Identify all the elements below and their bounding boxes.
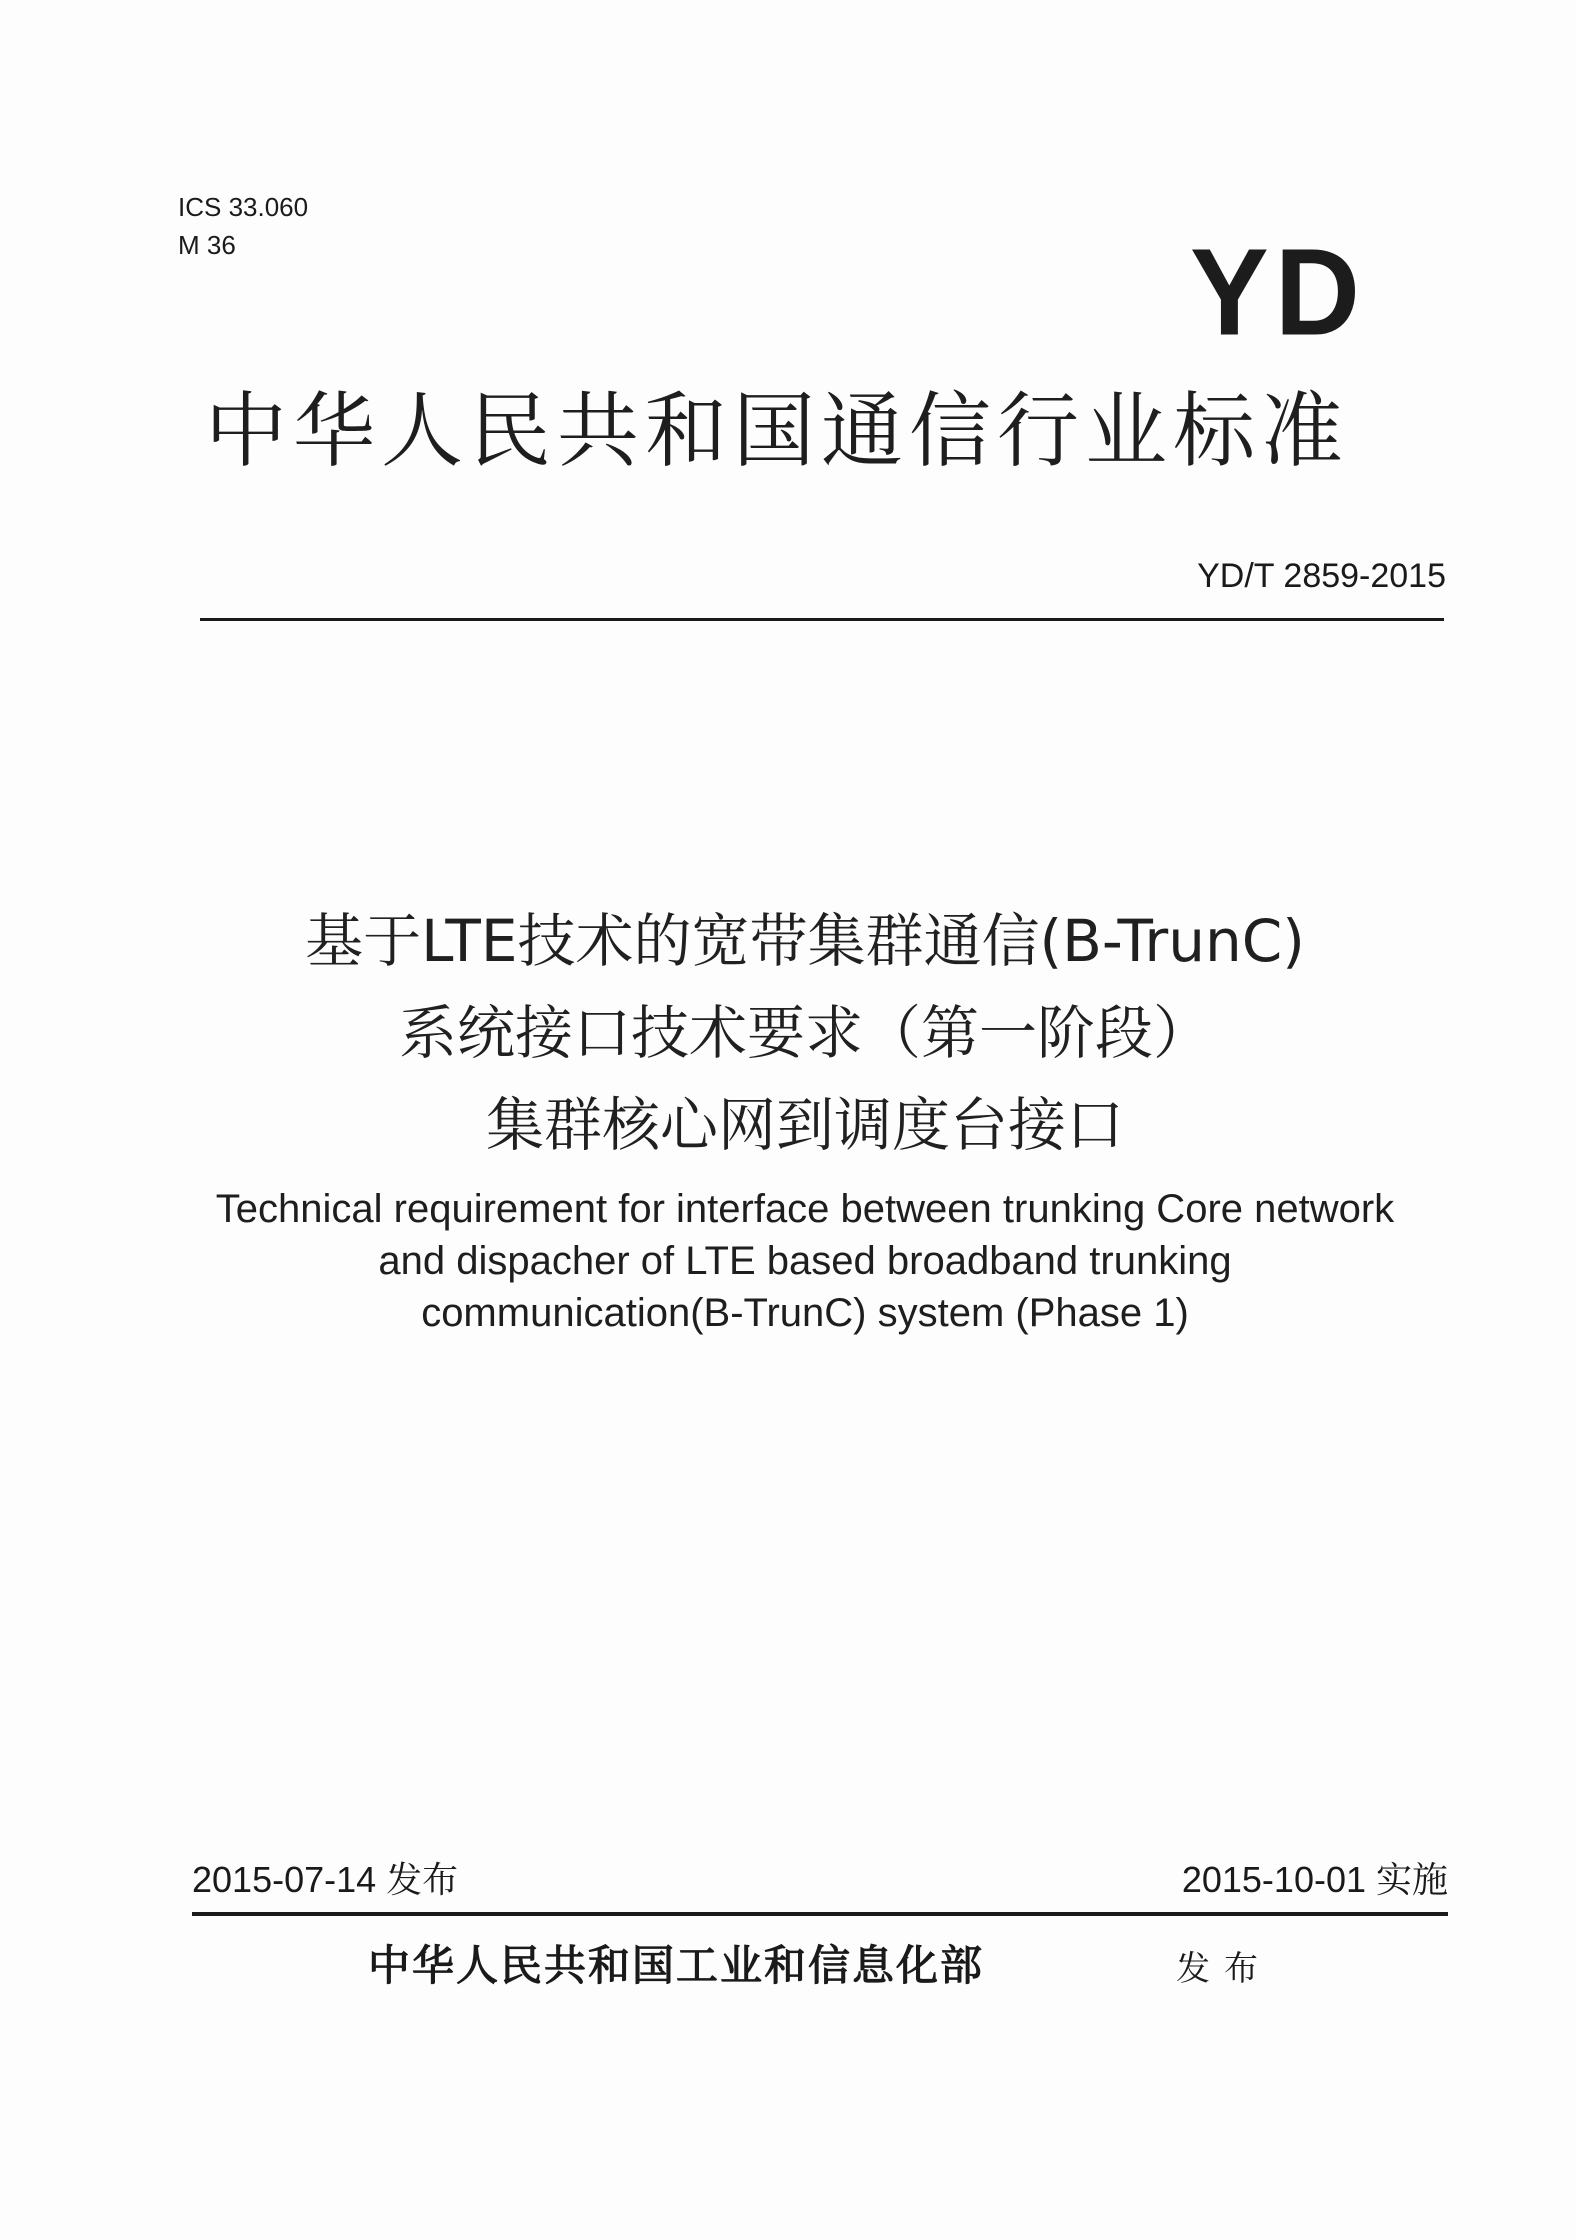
standard-type-title: 中华人民共和国通信行业标准 xyxy=(205,384,1350,479)
publish-action: 发布 xyxy=(1176,1949,1272,1989)
title-zh-line: 系统接口技术要求（第一阶段） xyxy=(398,999,1211,1067)
title-en-line: communication(B-TrunC) system (Phase 1) xyxy=(421,1291,1189,1335)
yd-logo: YD xyxy=(1190,223,1366,362)
ics-code: ICS 33.060 xyxy=(178,192,309,222)
title-block xyxy=(140,895,1470,1339)
standard-number: YD/T 2859-2015 xyxy=(1197,557,1446,595)
title-en-line: Technical requirement for interface between trunking Core network xyxy=(215,1187,1395,1231)
bottom-divider xyxy=(192,1912,1448,1916)
issue-date: 2015-07-14 发布 xyxy=(192,1859,459,1900)
title-zh-line: 集群核心网到调度台接口 xyxy=(485,1091,1124,1159)
publisher-name: 中华人民共和国工业和信息化部 xyxy=(368,1941,985,1990)
implementation-date: 2015-10-01 实施 xyxy=(1181,1859,1448,1900)
title-spacer xyxy=(140,1171,1470,1183)
title-zh-line: 基于LTE技术的宽带集群通信(B-TrunC) xyxy=(305,907,1305,975)
top-divider xyxy=(200,618,1444,621)
title-en-line: and dispacher of LTE based broadband trunking xyxy=(378,1239,1232,1283)
classification-code: M 36 xyxy=(178,230,236,260)
